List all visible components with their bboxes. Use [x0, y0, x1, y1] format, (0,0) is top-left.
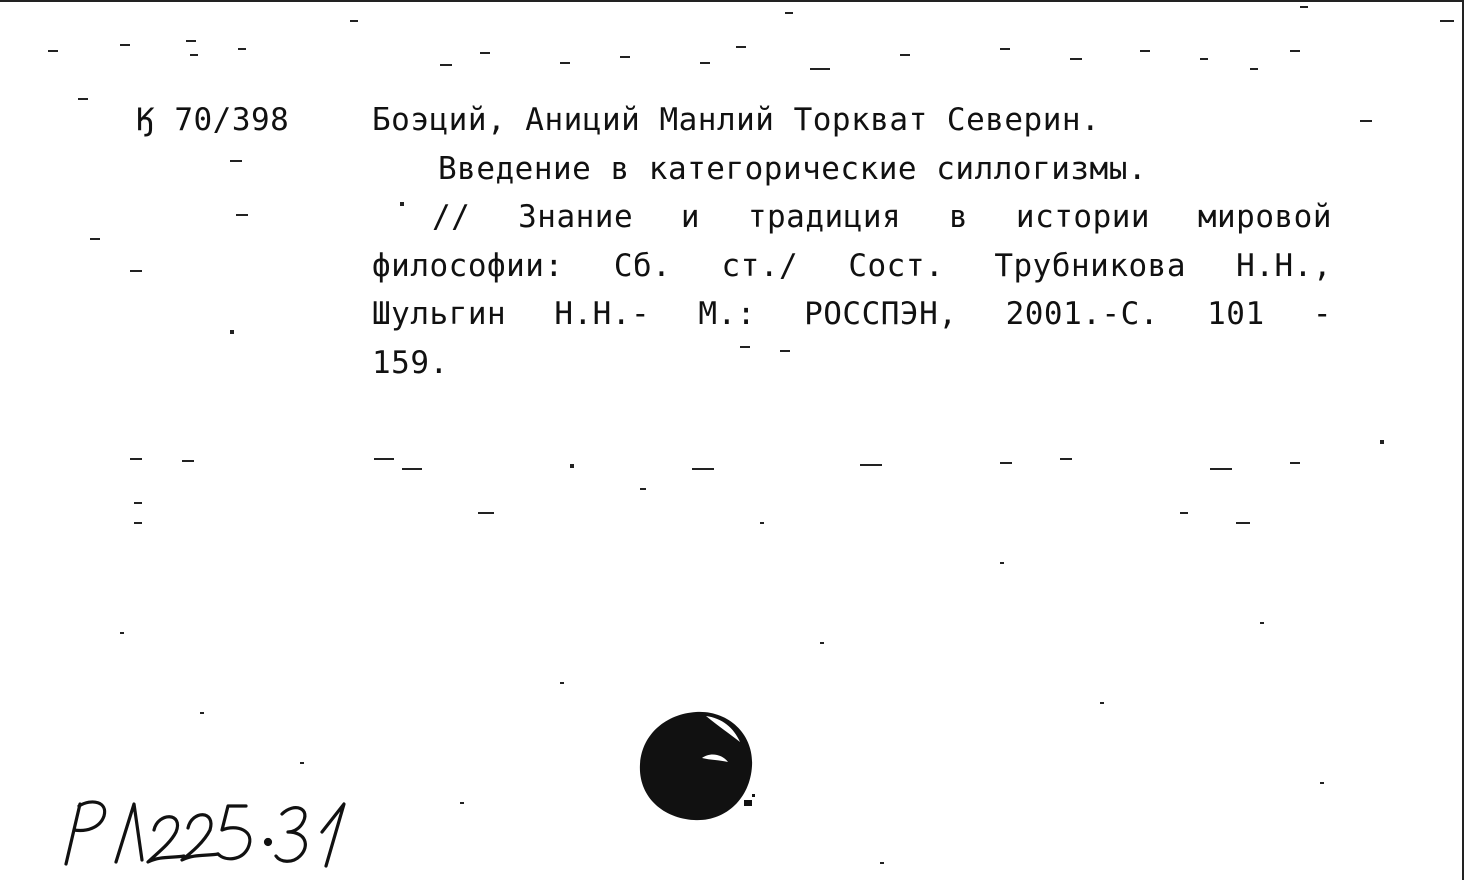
call-number: Ӄ 70/398	[136, 102, 290, 138]
source-line-2: философии: Сб. ст./ Сост. Трубникова Н.Н.,	[372, 247, 1332, 284]
source-line-3: Шульгин Н.Н.- М.: РОССПЭН, 2001.-С. 101 -	[372, 296, 1332, 332]
handwritten-shelfmark	[60, 794, 360, 874]
work-title: Введение в категорические силлогизмы.	[438, 150, 1148, 187]
source-line-1: // Знание и традиция в истории мировой	[432, 199, 1332, 235]
bibliographic-entry	[372, 96, 1332, 387]
author-heading: Боэций, Аниций Манлий Торкват Северин.	[372, 102, 1101, 138]
punch-hole-stamp	[636, 708, 756, 824]
source-line-4: 159.	[372, 344, 449, 381]
